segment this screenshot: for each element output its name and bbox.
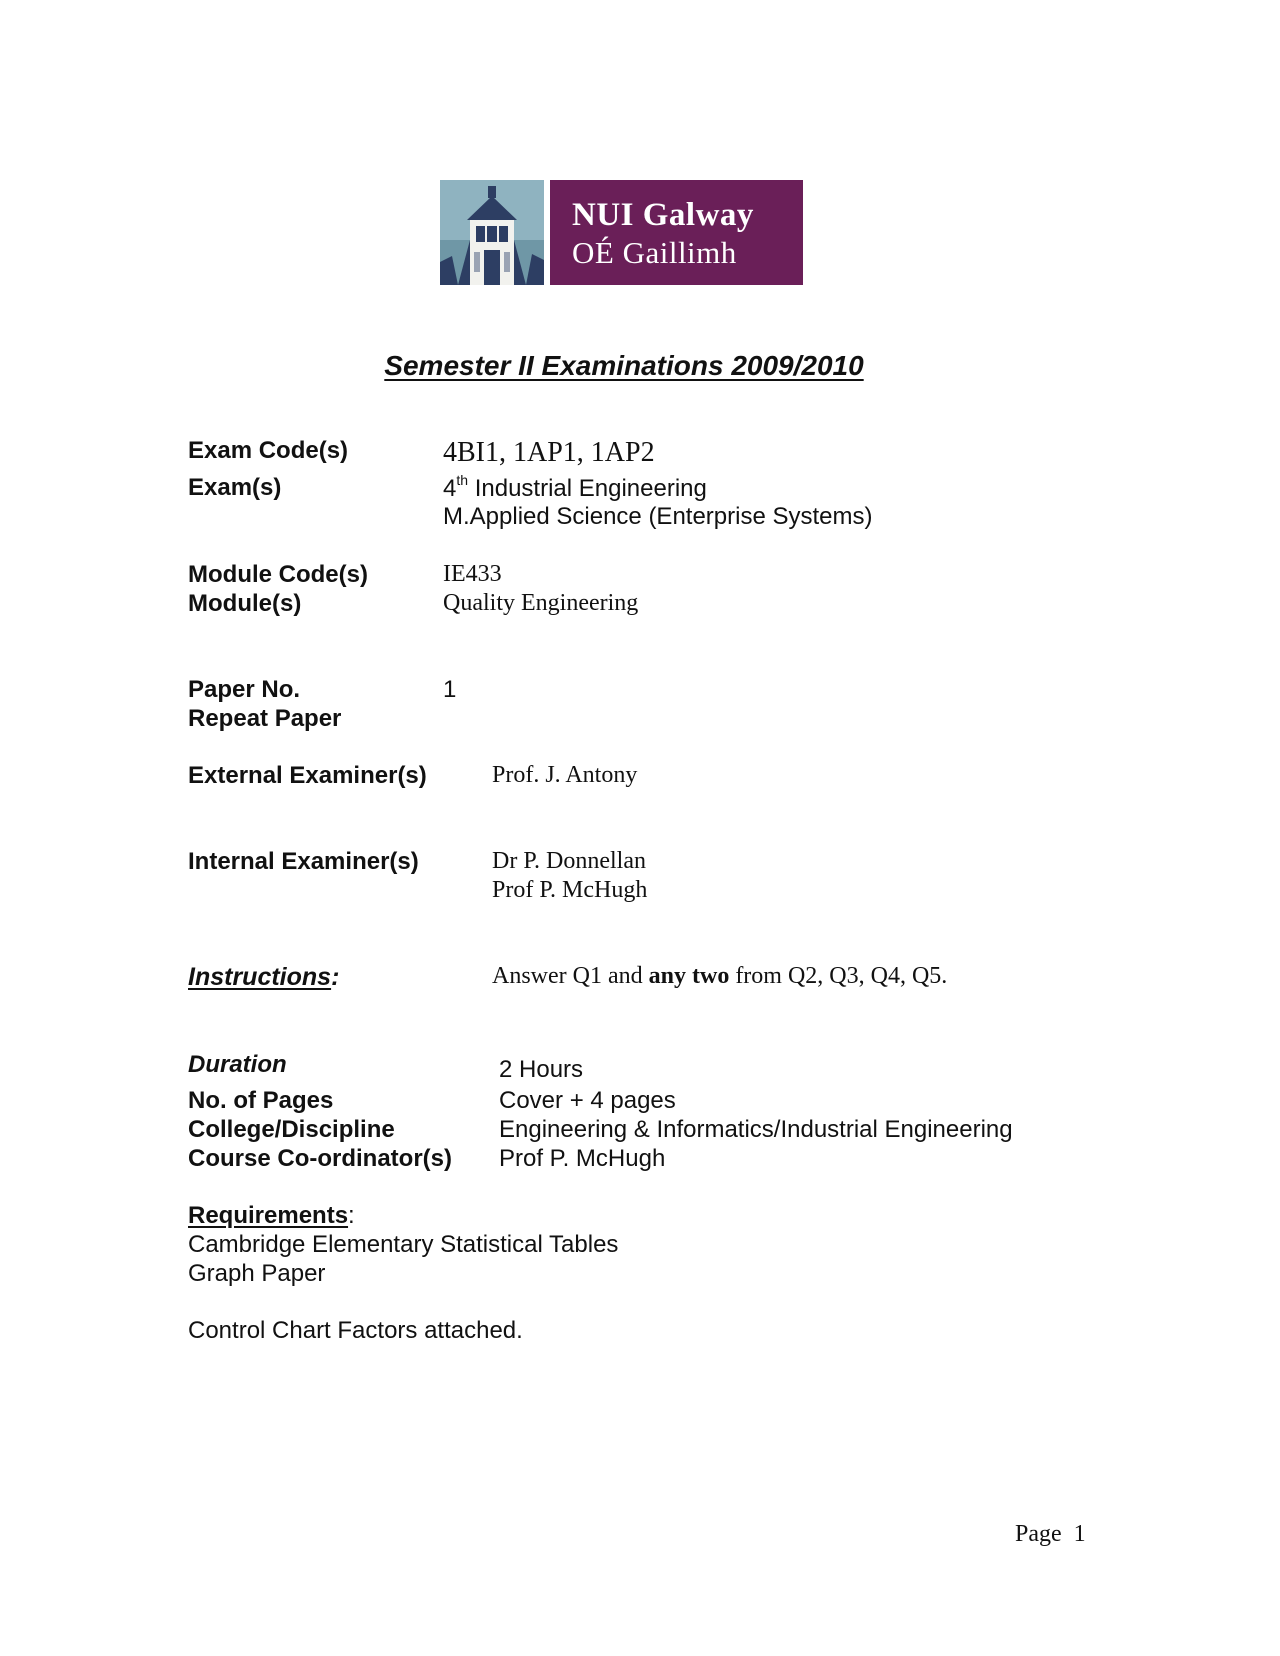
paper-no-label: Paper No.: [188, 676, 301, 703]
repeat-paper-label: Repeat Paper: [188, 705, 342, 732]
paper-no-value: 1: [443, 676, 457, 703]
requirement-item-2: Graph Paper: [188, 1260, 326, 1287]
modules-label: Module(s): [188, 590, 302, 617]
coordinator-label: Course Co-ordinator(s): [188, 1145, 452, 1172]
instructions-label: Instructions:: [188, 963, 340, 991]
exam-codes-label: Exam Code(s): [188, 437, 349, 464]
clock-tower-crest-icon: [440, 180, 544, 285]
page-title: Semester II Examinations 2009/2010: [384, 350, 864, 381]
no-of-pages-label: No. of Pages: [188, 1087, 334, 1114]
external-examiners-value: Prof. J. Antony: [492, 762, 638, 788]
nui-galway-logo: [440, 180, 803, 285]
exam-codes-value: 4BI1, 1AP1, 1AP2: [443, 437, 655, 468]
requirements-label: Requirements:: [188, 1202, 355, 1229]
external-examiners-label: External Examiner(s): [188, 762, 427, 789]
control-chart-note: Control Chart Factors attached.: [188, 1317, 523, 1344]
exams-label: Exam(s): [188, 474, 282, 501]
logo-line-english: NUI Galway: [572, 197, 754, 233]
coordinator-value: Prof P. McHugh: [499, 1145, 666, 1172]
internal-examiner-1: Dr P. Donnellan: [492, 848, 646, 874]
duration-label: Duration: [188, 1051, 287, 1078]
logo-wordmark: [550, 180, 803, 285]
exams-value-line1: 4th Industrial Engineering: [443, 472, 707, 502]
requirement-item-1: Cambridge Elementary Statistical Tables: [188, 1231, 619, 1258]
internal-examiners-label: Internal Examiner(s): [188, 848, 419, 875]
logo-line-irish: OÉ Gaillimh: [572, 235, 737, 270]
no-of-pages-value: Cover + 4 pages: [499, 1087, 676, 1114]
exams-value-line2: M.Applied Science (Enterprise Systems): [443, 503, 873, 530]
modules-value: Quality Engineering: [443, 590, 639, 616]
instructions-value: Answer Q1 and any two from Q2, Q3, Q4, Q5.: [492, 963, 948, 989]
module-codes-label: Module Code(s): [188, 561, 368, 588]
college-value: Engineering & Informatics/Industrial Engineering: [499, 1116, 1013, 1143]
page-footer: Page 1: [1015, 1521, 1086, 1547]
module-codes-value: IE433: [443, 561, 502, 587]
duration-value: 2 Hours: [499, 1056, 584, 1083]
internal-examiner-2: Prof P. McHugh: [492, 877, 648, 903]
college-label: College/Discipline: [188, 1116, 395, 1143]
